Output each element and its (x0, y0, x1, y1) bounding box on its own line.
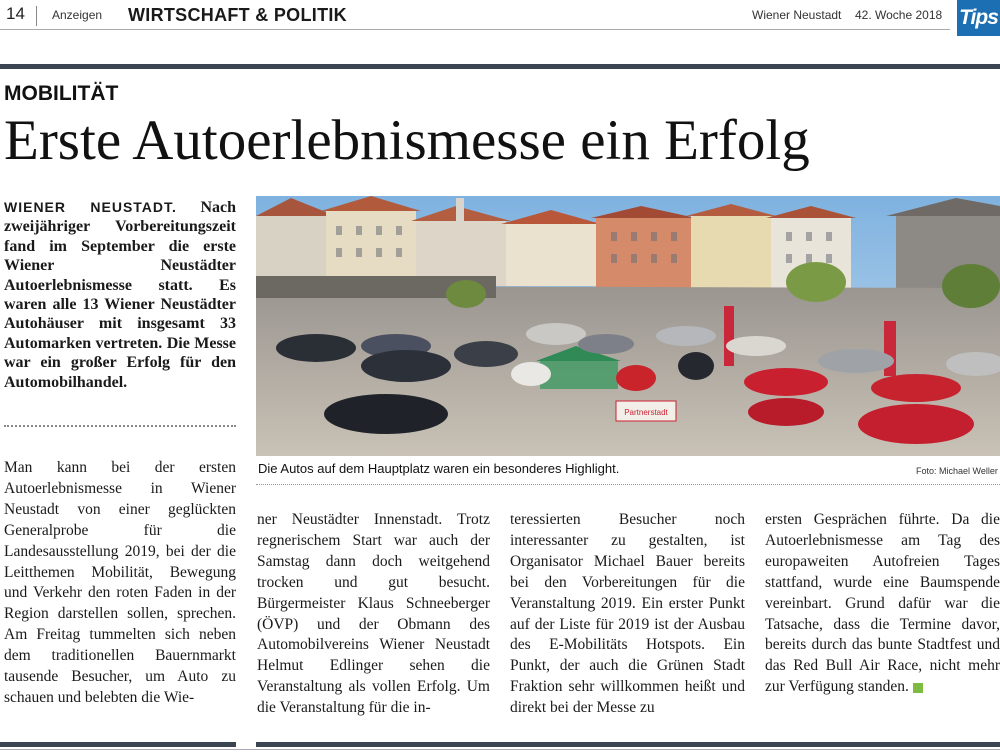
header-rule (0, 29, 950, 30)
lead-paragraph (4, 198, 236, 392)
body-column-4 (765, 510, 1000, 698)
top-rule (0, 64, 1000, 69)
page-number: 14 (6, 4, 25, 23)
tips-logo: Tips (957, 0, 1000, 36)
kicker: MOBILITÄT (4, 82, 119, 105)
caption-separator (256, 484, 1000, 485)
bottom-rule-left (0, 742, 236, 747)
header-divider (36, 6, 37, 26)
lead-text: Nach zweijähriger Vorbereitungszeit fand im September die erste Wiener Neustädter Autoerlebnismesse statt. Es waren alle 13 Wiener Neustädter Autohäuser mit insgesamt 33 Automarken vertreten. Die Messe war ein großer Erfolg für den Automobilhandel. (4, 199, 236, 391)
photo-caption: Die Autos auf dem Hauptplatz waren ein besonderes Highlight. (258, 461, 620, 476)
issue-week: 42. Woche 2018 (855, 8, 943, 22)
bottom-thin-rule (0, 749, 1000, 750)
photo-banner-text: Partnerstadt (624, 408, 668, 417)
article-photo (256, 196, 1000, 456)
bottom-rule-right (256, 742, 1000, 747)
body-column-4-text: ersten Gesprächen führte. Da die Autoerlebnismesse am Tag des europaweiten Autofreien Tages stattfand, wurde eine Baumspende vereinbart. Grund dafür war die Tatsache, dass die Termine davor, bereits durch das bunte Stadtfest und das Red Bull Air Race, nicht mehr zur Verfügung standen. (765, 511, 1000, 696)
lead-place: WIENER NEUSTADT. (4, 199, 177, 215)
lead-separator (4, 425, 236, 427)
body-column-2: ner Neustädter Innenstadt. Trotz regnerischem Start war auch der Samstag dann doch weitgehend trocken und gut besucht. Bürgermeister Klaus Schneeberger (ÖVP) und der Obmann des Automobilvereins Wiener Neustadt Helmut Edlinger sehen die Veranstaltung als vollen Erfolg. Um die Veranstaltung für die in- (257, 511, 490, 717)
photo-credit: Foto: Michael Weller (916, 466, 998, 476)
ad-label: Anzeigen (52, 8, 103, 22)
town-square-photo (256, 196, 1000, 456)
body-column-3: teressierten Besucher noch interessanter zu gestalten, ist Organisator Michael Bauer bereits bei den Vorbereitungen für die Veranstaltung 2019. Ein erster Punkt auf der Liste für 2019 ist der Ausbau des E-Mobilitäts Hotspots. Ein Punkt, der auch die Grünen Stadt Fraktion sehr willkommen heißt und direkt bei der Messe zu (510, 511, 745, 717)
edition-location: Wiener Neustadt (752, 8, 842, 22)
headline: Erste Autoerlebnismesse ein Erfolg (4, 109, 810, 172)
body-column-1: Man kann bei der ersten Autoerlebnismesse in Wiener Neustadt von einer geglückten Generalprobe für die Landesausstellung 2019, bei der die Leitthemen Mobilität, Bewegung und Verkehr den roten Faden in der Region darstellen sollen, sprechen. Am Freitag tummelten sich neben dem traditionellen Bauernmarkt tausende Besucher, um Auto zu schauen und belebten die Wie- (4, 459, 236, 706)
end-mark-icon (913, 683, 923, 693)
section-title: WIRTSCHAFT & POLITIK (128, 5, 347, 25)
